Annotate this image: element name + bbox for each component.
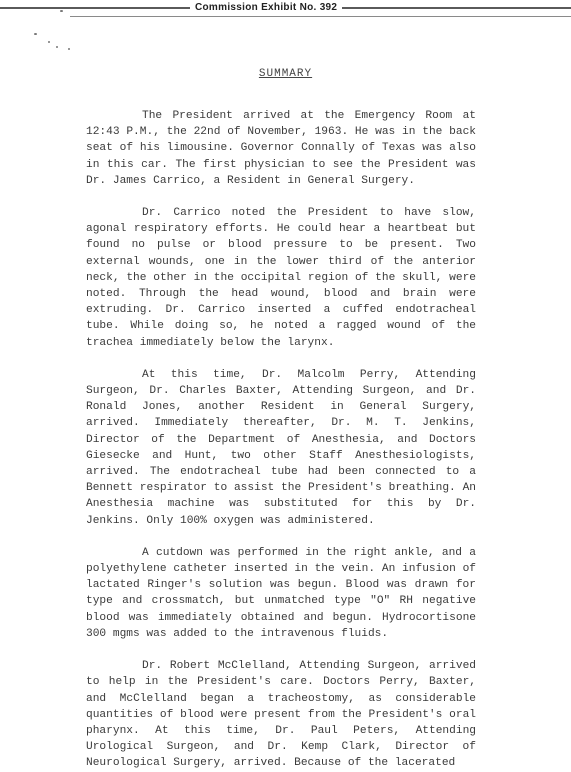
paragraph-perry: At this time, Dr. Malcolm Perry, Attending Surgeon, Dr. Charles Baxter, Attending Surgeon, and Dr. Ronald Jones, another Resident in General Surgery, arrived. Immediately thereafter, Dr. M. T. Jenkins, Director of the Department of Anesthesia, and Doctors Giesecke and Hunt, two other Staff Anesthesiologists, arrived. The endotracheal tube had been connected to a Bennett respirator to assist the President's breathing. An Anesthesia machine was substituted for this by Dr. Jenkins. Only 100% oxygen was administered.: [86, 368, 476, 527]
scan-speck: [68, 48, 70, 50]
paragraph-cutdown: A cutdown was performed in the right ankle, and a polyethylene catheter inserted in the vein. An infusion of lactated Ringer's solution was begun. Blood was drawn for type and crossmatch, but unmatched type "O" RH negative blood was immediately obtained and begun. Hydrocortisone 300 mgms was added to the intravenous fluids.: [86, 546, 476, 640]
scan-speck: [56, 46, 58, 48]
paragraph-carrico: Dr. Carrico noted the President to have slow, agonal respiratory efforts. He could hear a heartbeat but found no pulse or blood pressure to be present. Two external wounds, one in the lower third of the anterior neck, the other in the occipital region of the skull, were noted. Through the head wound, blood and brain were extruding. Dr. Carrico inserted a cuffed endotracheal tube. While doing so, he noted a ragged wound of the trachea immediately below the larynx.: [86, 207, 476, 349]
scan-speck: [48, 41, 50, 43]
paragraph-mcclelland: Dr. Robert McClelland, Attending Surgeon, arrived to help in the President's care. Doctors Perry, Baxter, and McClelland began a tracheostomy, as considerable quantities of blood were present from the President's oral pharynx. At this time, Dr. Paul Peters, Attending Urological Surgeon, and Dr. Kemp Clark, Director of Neurological Surgery, arrived. Because of the lacerated: [86, 660, 476, 770]
exhibit-label: Commission Exhibit No. 392: [190, 2, 342, 13]
summary-body: [86, 108, 476, 772]
paragraph-arrival: The President arrived at the Emergency Room at 12:43 P.M., the 22nd of November, 1963. He was in the back seat of his limousine. Governor Connally of Texas was also in this car. The first physician to see the President was Dr. James Carrico, a Resident in General Surgery.: [86, 110, 476, 187]
scan-speck: [60, 10, 63, 12]
page-title: SUMMARY: [258, 68, 313, 80]
top-rule-secondary: [70, 16, 571, 17]
scan-speck: [34, 33, 37, 35]
